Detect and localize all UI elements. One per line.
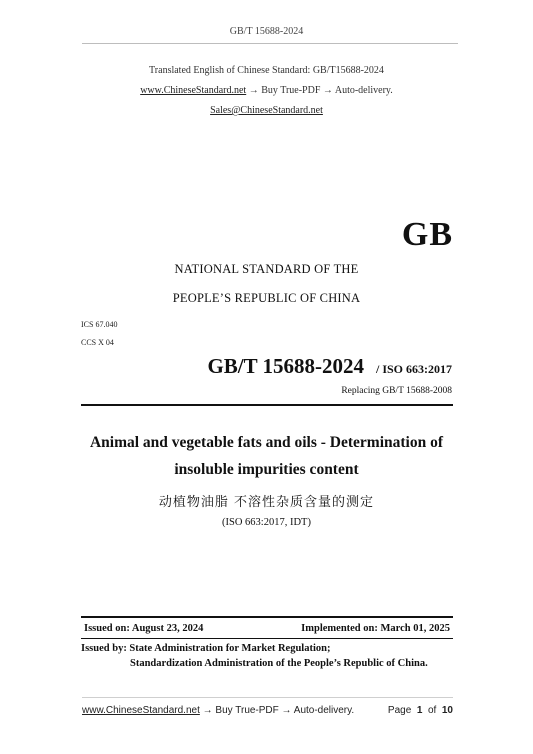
ccs-code: CCS X 04 (81, 338, 114, 347)
standard-divider (81, 404, 453, 406)
page-total: 10 (441, 705, 453, 716)
footer-purchase-text: → Buy True-PDF → Auto-delivery. (199, 705, 355, 716)
chinese-title: 动植物油脂 不溶性杂质含量的测定 (158, 495, 375, 510)
purchase-text: → Buy True-PDF → Auto-delivery. (248, 85, 393, 96)
dates-bottom-rule (81, 638, 453, 639)
ics-code: ICS 67.040 (81, 320, 118, 329)
page-label: Page (387, 705, 412, 716)
implemented-date: Implemented on: March 01, 2025 (301, 623, 450, 634)
national-standard-line1: NATIONAL STANDARD OF THE (174, 262, 359, 276)
dates-top-rule (81, 616, 453, 618)
standard-number: GB/T 15688-2024 (207, 354, 364, 378)
translation-note: Translated English of Chinese Standard: GB/T15688-2024 (149, 65, 384, 76)
issuer-line2: Standardization Administration of the People’s Republic of China. (130, 658, 428, 669)
page-current: 1 (416, 705, 423, 716)
iso-reference: / ISO 663:2017 (375, 362, 452, 376)
header-divider (82, 43, 458, 44)
standard-number-line (207, 354, 452, 379)
chinese-standard-link[interactable]: www.ChineseStandard.net (140, 85, 247, 96)
title-line1: Animal and vegetable fats and oils - Determination of (89, 434, 444, 451)
sales-email-link[interactable]: Sales@ChineseStandard.net (210, 105, 323, 116)
replacing-note: Replacing GB/T 15688-2008 (341, 386, 452, 396)
iso-equivalence: (ISO 663:2017, IDT) (222, 517, 311, 528)
footer-site-link[interactable]: www.ChineseStandard.net (82, 705, 200, 716)
footer-purchase-line (82, 705, 354, 716)
running-header: GB/T 15688-2024 (229, 26, 304, 37)
issuer-line1: Issued by: State Administration for Market Regulation; (81, 643, 331, 654)
email-line (0, 105, 533, 116)
page-indicator (388, 705, 453, 716)
national-standard-line2: PEOPLE’S REPUBLIC OF CHINA (172, 291, 361, 305)
page-of: of (427, 705, 437, 716)
gb-logo: GB (401, 216, 453, 253)
issued-date: Issued on: August 23, 2024 (84, 623, 204, 634)
title-line2: insoluble impurities content (174, 461, 359, 478)
purchase-line (0, 85, 533, 96)
footer-divider (82, 697, 453, 698)
